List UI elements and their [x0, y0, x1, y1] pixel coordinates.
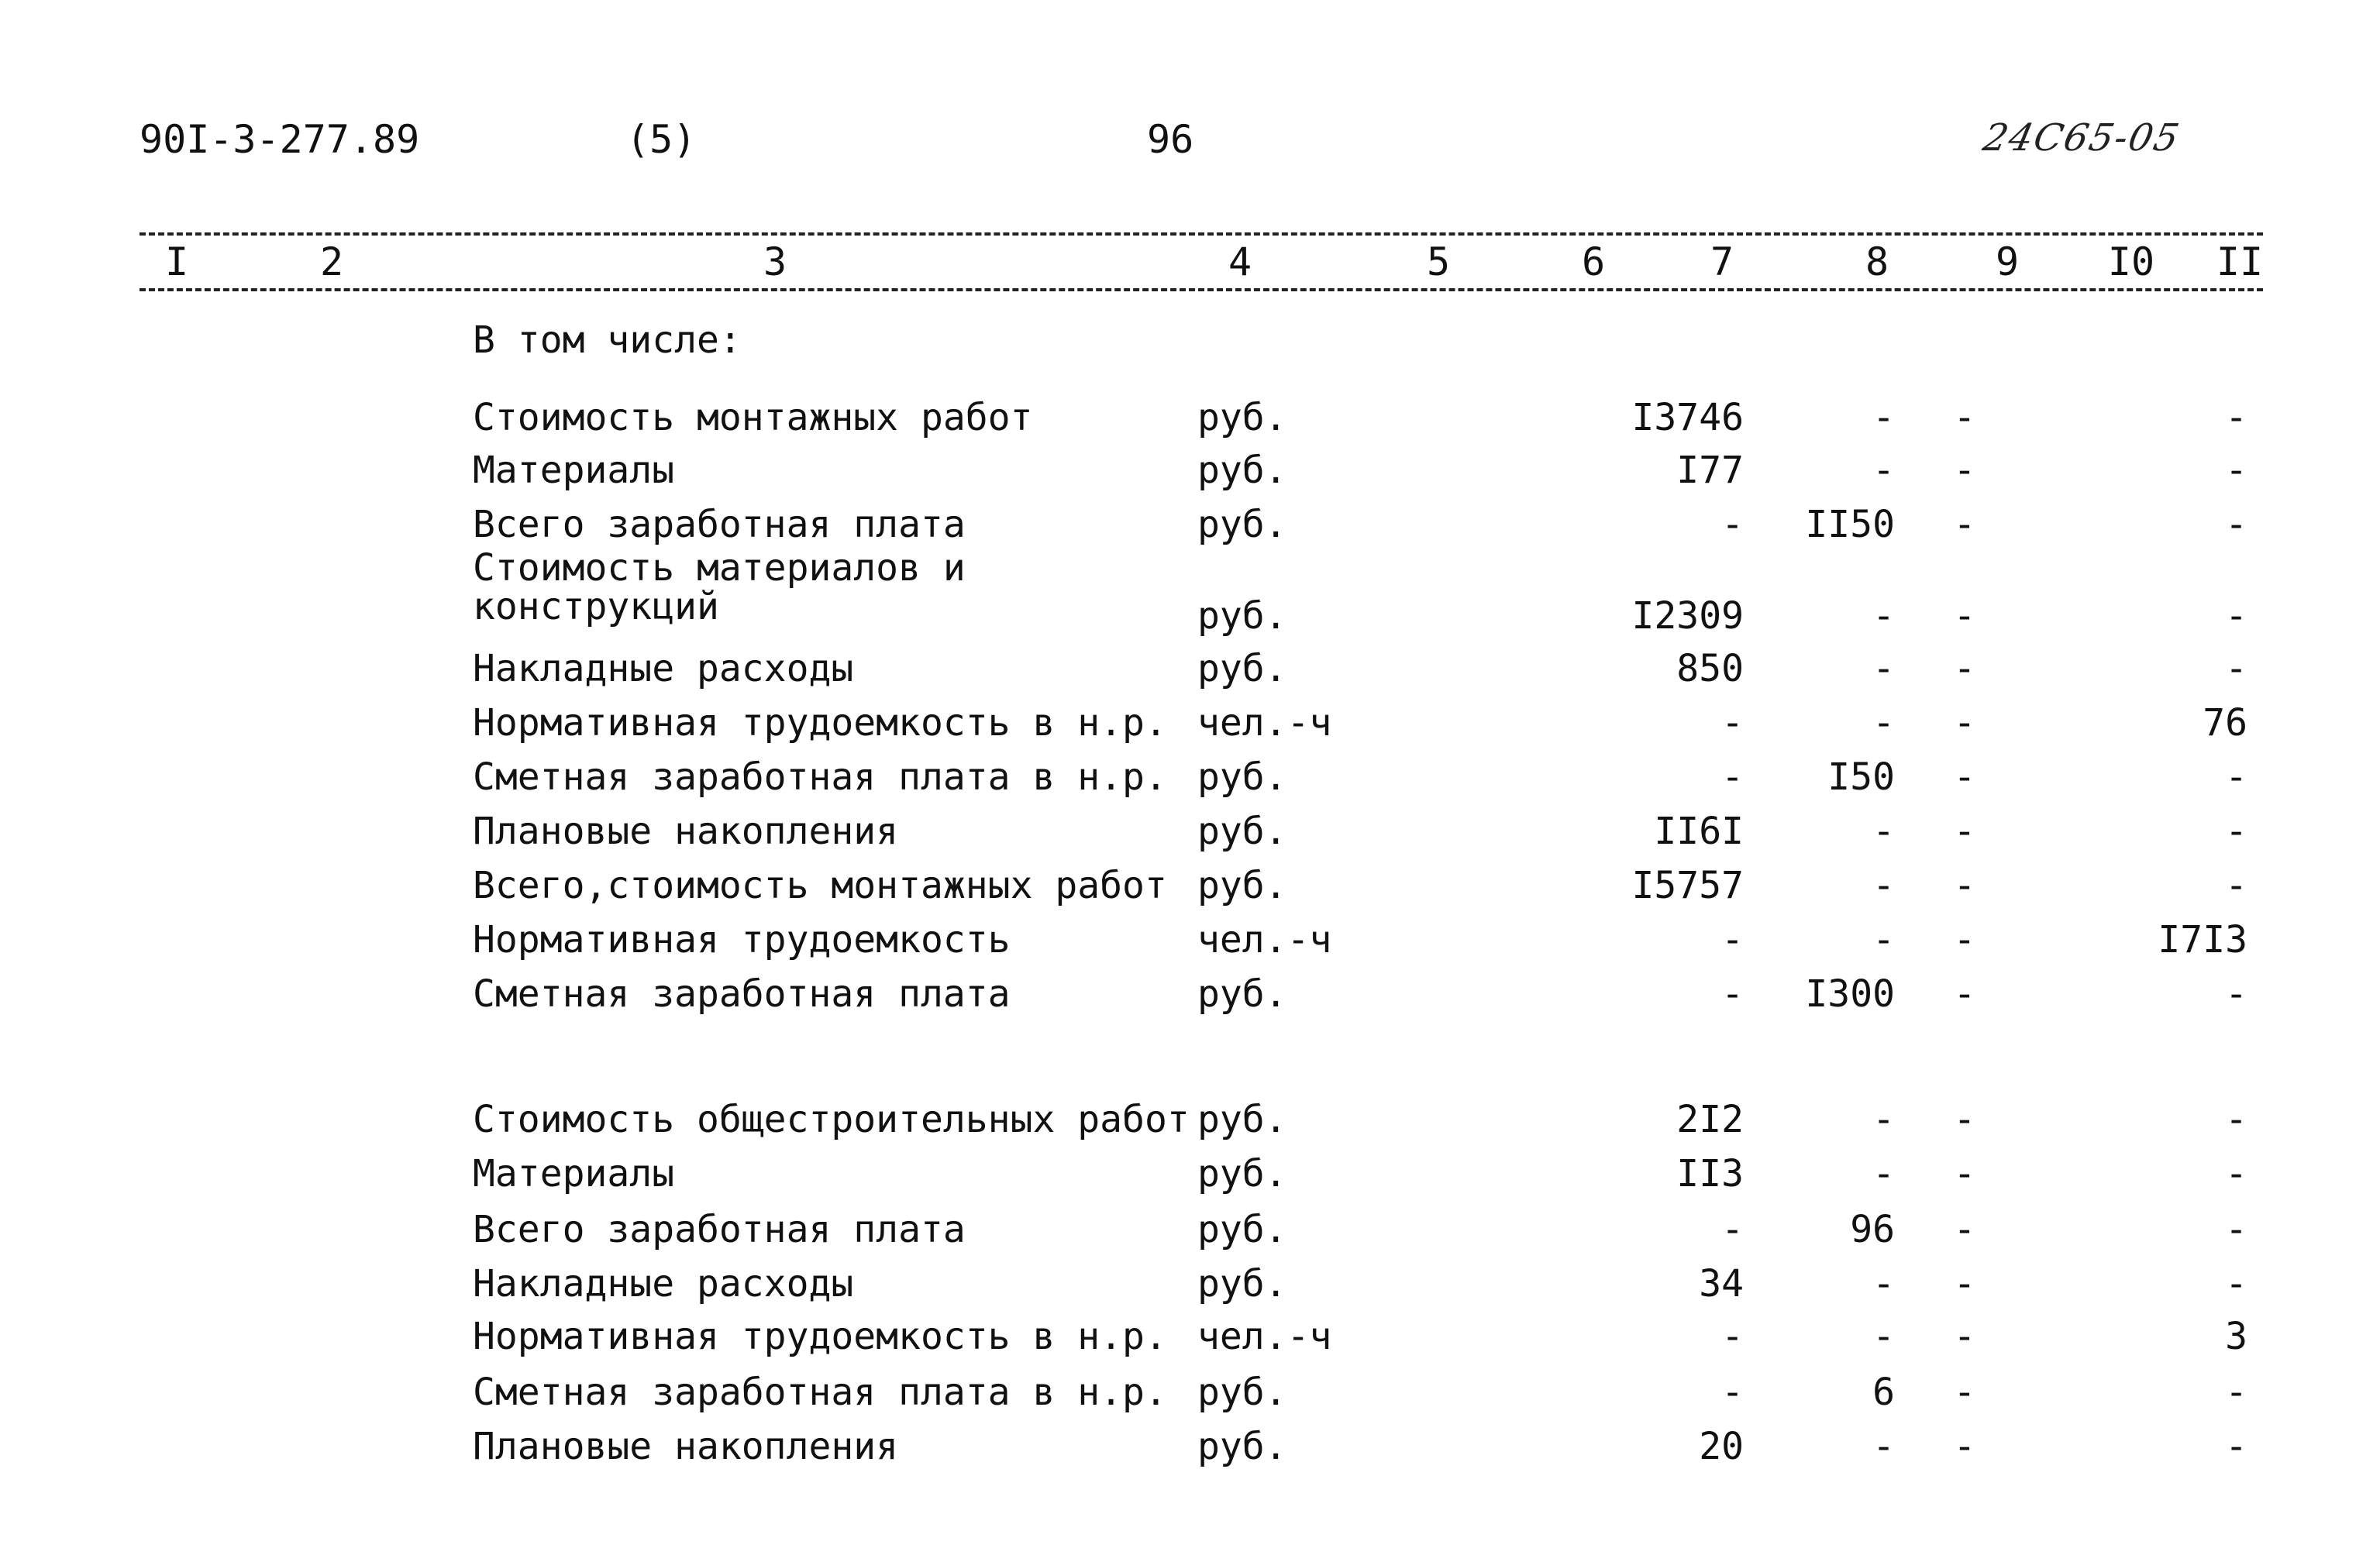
row-unit: руб. — [1197, 1262, 1287, 1306]
row-value-col7: - — [1721, 972, 1744, 1016]
row-name: Стоимость общестроительных работ — [473, 1098, 1190, 1141]
row-value-col9: - — [1953, 755, 1976, 799]
handwritten-archive-number: 24C65-05 — [1979, 116, 2185, 160]
table-row — [0, 1260, 2380, 1314]
row-unit: руб. — [1197, 449, 1287, 492]
row-value-col11: 76 — [2203, 701, 2247, 745]
row-value-col11: I7I3 — [2158, 918, 2247, 962]
table-row — [0, 699, 2380, 753]
row-value-col9: - — [1953, 810, 1976, 853]
row-value-col11: - — [2225, 755, 2247, 799]
row-value-col11: - — [2225, 647, 2247, 690]
row-unit: чел.-ч — [1197, 918, 1332, 962]
table-row — [0, 645, 2380, 699]
row-unit: руб. — [1197, 1152, 1287, 1195]
column-number: 3 — [763, 239, 787, 284]
row-value-col9: - — [1953, 449, 1976, 492]
row-value-col7: 850 — [1676, 647, 1744, 690]
row-unit: чел.-ч — [1197, 701, 1332, 745]
row-value-col11: - — [2225, 1208, 2247, 1251]
table-row — [0, 546, 2380, 646]
row-value-col8: 6 — [1872, 1371, 1895, 1414]
row-unit: руб. — [1197, 864, 1287, 907]
row-value-col11: - — [2225, 594, 2247, 638]
row-value-col8: - — [1872, 701, 1895, 745]
row-value-col11: - — [2225, 1262, 2247, 1306]
table-row — [0, 970, 2380, 1024]
row-value-col11: - — [2225, 1098, 2247, 1141]
row-value-col7: I3746 — [1631, 396, 1744, 439]
row-value-col9: - — [1953, 1425, 1976, 1468]
table-row — [0, 1368, 2380, 1423]
row-unit: руб. — [1197, 1208, 1287, 1251]
row-unit: чел.-ч — [1197, 1315, 1332, 1358]
row-value-col8: - — [1872, 1262, 1895, 1306]
row-name: Стоимость материалов и конструкций — [473, 546, 966, 628]
column-number: 9 — [1995, 239, 2020, 284]
row-value-col9: - — [1953, 503, 1976, 546]
row-name: Нормативная трудоемкость в н.р. — [473, 1315, 1167, 1358]
row-name: Материалы — [473, 449, 675, 492]
table-row — [0, 501, 2380, 555]
column-number: 7 — [1710, 239, 1734, 284]
row-value-col8: - — [1872, 594, 1895, 638]
table-row — [0, 1206, 2380, 1260]
table-row — [0, 446, 2380, 501]
row-value-col7: I5757 — [1631, 864, 1744, 907]
row-value-col9: - — [1953, 1208, 1976, 1251]
row-value-col7: - — [1721, 1208, 1744, 1251]
row-value-col8: 96 — [1850, 1208, 1895, 1251]
row-name: Плановые накопления — [473, 1425, 899, 1468]
row-value-col9: - — [1953, 594, 1976, 638]
row-name: Накладные расходы — [473, 647, 854, 690]
row-value-col8: II50 — [1805, 503, 1895, 546]
table-row — [0, 394, 2380, 448]
column-number: 2 — [319, 239, 344, 284]
row-unit: руб. — [1197, 810, 1287, 853]
row-name: Всего заработная плата — [473, 503, 966, 546]
row-name: Всего,стоимость монтажных работ — [473, 864, 1167, 907]
row-value-col7: 34 — [1699, 1262, 1744, 1306]
table-row — [0, 916, 2380, 970]
row-name: Стоимость монтажных работ — [473, 396, 1033, 439]
table-row — [0, 1150, 2380, 1204]
table-row — [0, 753, 2380, 807]
row-value-col7: I77 — [1676, 449, 1744, 492]
column-number: 8 — [1865, 239, 1889, 284]
row-value-col7: 2I2 — [1676, 1098, 1744, 1141]
row-value-col7: - — [1721, 503, 1744, 546]
row-unit: руб. — [1197, 1098, 1287, 1141]
table-row — [0, 807, 2380, 862]
row-unit: руб. — [1197, 503, 1287, 546]
row-name: Сметная заработная плата — [473, 972, 1011, 1016]
row-value-col9: - — [1953, 647, 1976, 690]
row-value-col8: - — [1872, 1098, 1895, 1141]
row-value-col11: - — [2225, 396, 2247, 439]
row-value-col7: 20 — [1699, 1425, 1744, 1468]
row-unit: руб. — [1197, 972, 1287, 1016]
row-value-col7: - — [1721, 918, 1744, 962]
row-value-col7: II3 — [1676, 1152, 1744, 1195]
row-value-col8: - — [1872, 1425, 1895, 1468]
row-value-col7: I2309 — [1631, 594, 1744, 638]
row-unit: руб. — [1197, 396, 1287, 439]
document-code: 90I-3-277.89 — [139, 117, 420, 162]
row-unit: руб. — [1197, 755, 1287, 799]
table-row — [0, 862, 2380, 916]
row-value-col8: - — [1872, 918, 1895, 962]
page-number: 96 — [1147, 117, 1194, 162]
row-value-col9: - — [1953, 1098, 1976, 1141]
table-row — [0, 1096, 2380, 1150]
row-value-col11: - — [2225, 864, 2247, 907]
row-value-col9: - — [1953, 972, 1976, 1016]
sheet-reference: (5) — [626, 117, 697, 162]
row-value-col8: I300 — [1805, 972, 1895, 1016]
row-value-col11: - — [2225, 1371, 2247, 1414]
table-row — [0, 1312, 2380, 1367]
column-number: I0 — [2107, 239, 2155, 284]
row-name: Сметная заработная плата в н.р. — [473, 1371, 1167, 1414]
row-unit: руб. — [1197, 594, 1287, 638]
row-name: Нормативная трудоемкость — [473, 918, 1011, 962]
row-value-col9: - — [1953, 864, 1976, 907]
column-number: I — [164, 239, 189, 284]
row-value-col11: - — [2225, 972, 2247, 1016]
row-value-col8: - — [1872, 1315, 1895, 1358]
column-header-bottom-rule — [139, 288, 2263, 291]
subheading-including: В том числе: — [473, 318, 742, 362]
table-row — [0, 1423, 2380, 1477]
row-value-col7: - — [1721, 1315, 1744, 1358]
row-value-col8: - — [1872, 1152, 1895, 1195]
row-value-col11: - — [2225, 1425, 2247, 1468]
row-value-col8: - — [1872, 864, 1895, 907]
row-name: Накладные расходы — [473, 1262, 854, 1306]
row-value-col8: - — [1872, 647, 1895, 690]
row-value-col11: - — [2225, 1152, 2247, 1195]
row-value-col9: - — [1953, 396, 1976, 439]
row-unit: руб. — [1197, 647, 1287, 690]
row-value-col11: - — [2225, 810, 2247, 853]
column-header-top-rule — [139, 232, 2263, 236]
column-number: 6 — [1581, 239, 1606, 284]
row-value-col7: - — [1721, 1371, 1744, 1414]
row-value-col8: - — [1872, 810, 1895, 853]
row-value-col9: - — [1953, 1315, 1976, 1358]
row-value-col8: - — [1872, 396, 1895, 439]
row-value-col9: - — [1953, 1371, 1976, 1414]
row-value-col9: - — [1953, 701, 1976, 745]
row-unit: руб. — [1197, 1371, 1287, 1414]
row-name: Всего заработная плата — [473, 1208, 966, 1251]
row-value-col8: I50 — [1827, 755, 1895, 799]
row-unit: руб. — [1197, 1425, 1287, 1468]
row-value-col7: - — [1721, 755, 1744, 799]
row-name: Нормативная трудоемкость в н.р. — [473, 701, 1167, 745]
row-value-col7: - — [1721, 701, 1744, 745]
row-name: Материалы — [473, 1152, 675, 1195]
row-name: Плановые накопления — [473, 810, 899, 853]
column-number: II — [2216, 239, 2264, 284]
row-value-col11: - — [2225, 449, 2247, 492]
column-number: 4 — [1228, 239, 1252, 284]
row-name: Сметная заработная плата в н.р. — [473, 755, 1167, 799]
row-value-col9: - — [1953, 1152, 1976, 1195]
row-value-col9: - — [1953, 1262, 1976, 1306]
row-value-col7: II6I — [1654, 810, 1744, 853]
row-value-col11: - — [2225, 503, 2247, 546]
column-number: 5 — [1426, 239, 1451, 284]
row-value-col11: 3 — [2225, 1315, 2247, 1358]
row-value-col8: - — [1872, 449, 1895, 492]
row-value-col9: - — [1953, 918, 1976, 962]
